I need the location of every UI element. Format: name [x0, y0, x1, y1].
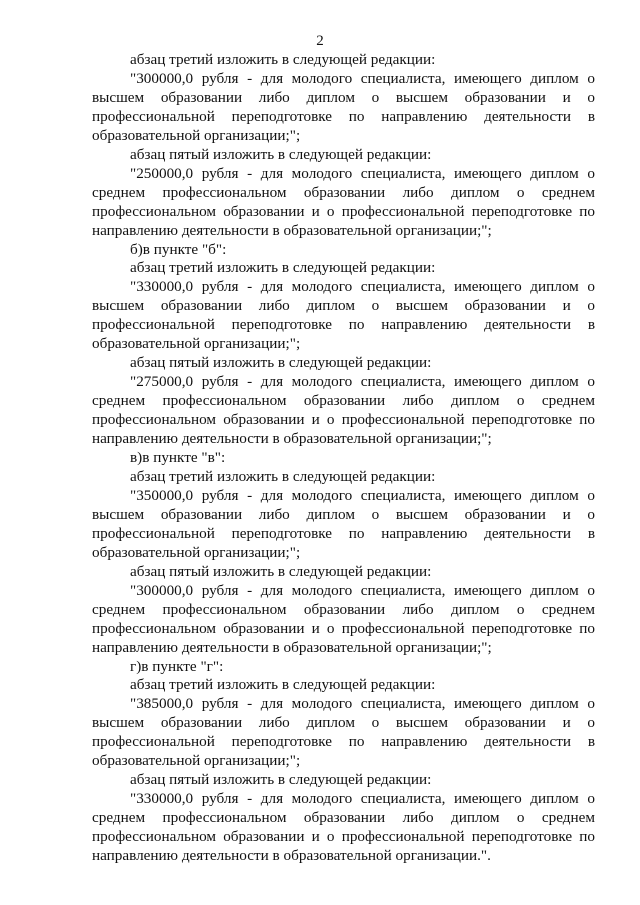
paragraph-quote: "250000,0 рубля - для молодого специалиста, имеющего диплом о среднем профессиональном образовании либо диплом о среднем профессиональном образовании и о профессиональной переподготовке по направлению деятельности в образовательной организации;"; — [92, 164, 595, 239]
paragraph: абзац третий изложить в следующей редакции: — [130, 467, 436, 485]
paragraph: абзац пятый изложить в следующей редакции: — [130, 354, 432, 372]
paragraph: абзац пятый изложить в следующей редакции: — [130, 145, 432, 163]
paragraph-subitem: в)в пункте "в": — [130, 449, 226, 467]
paragraph-quote: "330000,0 рубля - для молодого специалиста, имеющего диплом о высшем образовании либо диплом о высшем образовании и о профессиональной переподготовке по направлению деятельности в образовательной организации;"; — [92, 278, 595, 353]
paragraph: абзац третий изложить в следующей редакции: — [130, 259, 436, 277]
paragraph-quote: "350000,0 рубля - для молодого специалиста, имеющего диплом о высшем образовании либо диплом о высшем образовании и о профессиональной переподготовке по направлению деятельности в образовательной организации;"; — [92, 486, 595, 561]
paragraph-subitem: б)в пункте "б": — [130, 240, 227, 258]
paragraph: абзац пятый изложить в следующей редакции: — [130, 771, 432, 789]
paragraph-quote: "300000,0 рубля - для молодого специалиста, имеющего диплом о среднем профессиональном образовании либо диплом о среднем профессиональном образовании и о профессиональной переподготовке по направлению деятельности в образовательной организации;"; — [92, 581, 595, 656]
document-body — [92, 51, 595, 866]
paragraph-subitem: г)в пункте "г": — [130, 657, 224, 675]
paragraph-quote: "275000,0 рубля - для молодого специалиста, имеющего диплом о среднем профессиональном образовании либо диплом о среднем профессиональном образовании и о профессиональной переподготовке по направлению деятельности в образовательной организации;"; — [92, 373, 595, 448]
paragraph-quote: "330000,0 рубля - для молодого специалиста, имеющего диплом о среднем профессиональном образовании либо диплом о среднем профессиональном образовании и о профессиональной переподготовке по направлению деятельности в образовательной организации.". — [92, 790, 595, 865]
paragraph-quote: "300000,0 рубля - для молодого специалиста, имеющего диплом о высшем образовании либо диплом о высшем образовании и о профессиональной переподготовке по направлению деятельности в образовательной организации;"; — [92, 69, 595, 144]
paragraph: абзац третий изложить в следующей редакции: — [130, 676, 436, 694]
paragraph: абзац третий изложить в следующей редакции: — [130, 51, 436, 68]
paragraph: абзац пятый изложить в следующей редакции: — [130, 562, 432, 580]
paragraph-quote: "385000,0 рубля - для молодого специалиста, имеющего диплом о высшем образовании либо диплом о высшем образовании и о профессиональной переподготовке по направлению деятельности в образовательной организации;"; — [92, 695, 595, 770]
page-number: 2 — [316, 33, 324, 49]
